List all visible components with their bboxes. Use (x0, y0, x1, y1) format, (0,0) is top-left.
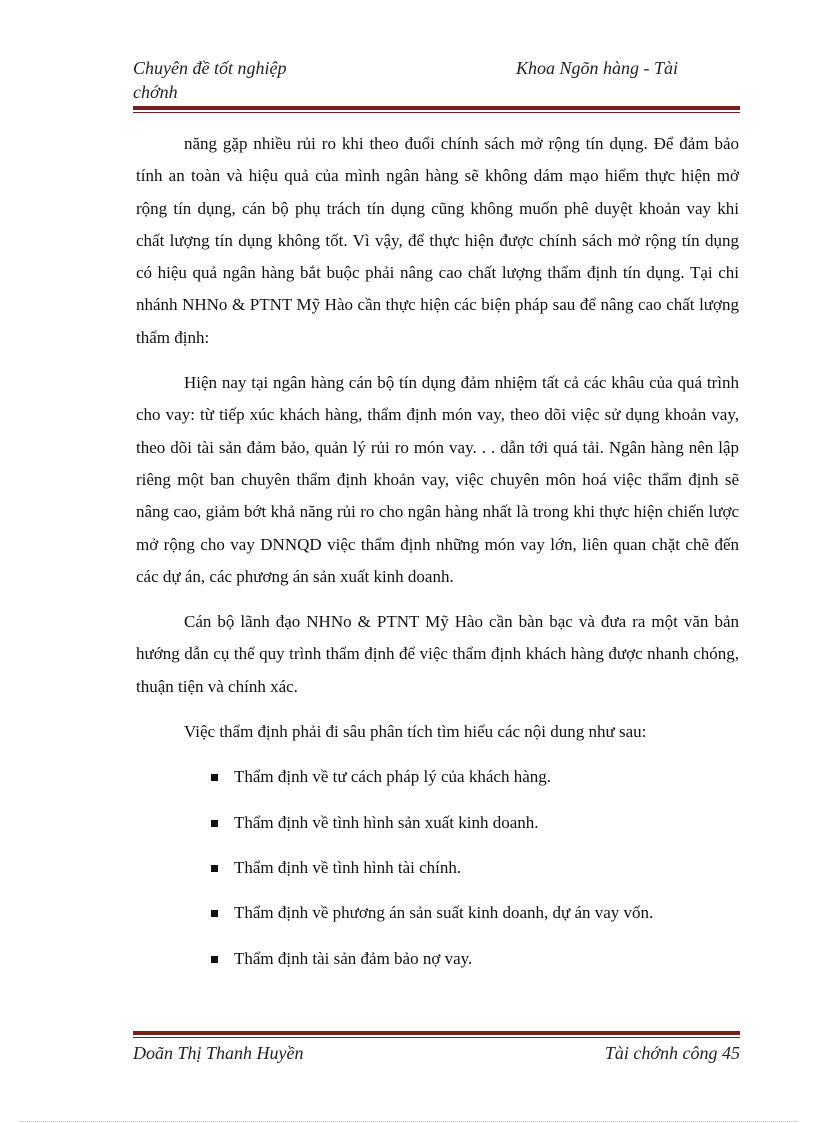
list-item-text: Thẩm định về tình hình sản xuất kinh doanh. (234, 812, 539, 832)
paragraph-4: Việc thẩm định phải đi sâu phân tích tìm hiểu các nội dung như sau: (184, 722, 647, 742)
header-right: Khoa Ngõn hàng - Tài (516, 58, 679, 78)
paragraph-3: Cán bộ lãnh đạo NHNo & PTNT Mỹ Hào cần bàn bạc và đưa ra một văn bản hướng dẫn cụ thể quy trình thẩm định để việc thẩm định khách hàng được nhanh chóng, thuận tiện và chính xác. (136, 612, 739, 696)
list-item-text: Thẩm định về tư cách pháp lý của khách hàng. (234, 767, 551, 787)
page-bottom-edge (20, 1121, 796, 1122)
list-item-text: Thẩm định tài sản đảm bảo nợ vay. (234, 948, 473, 968)
list-item (136, 761, 739, 793)
list-item (136, 943, 739, 975)
square-bullet-icon (211, 820, 218, 827)
bullet-list (136, 761, 739, 974)
list-item (136, 807, 739, 839)
footer-author: Doãn Thị Thanh Huyền (133, 1043, 304, 1063)
header-left: Chuyên đề tốt nghiệp chớnh (133, 58, 287, 102)
footer-rule (133, 1031, 740, 1038)
list-item-text: Thẩm định về phương án sản suất kinh doanh, dự án vay vốn. (234, 903, 654, 923)
page-body (136, 128, 739, 975)
square-bullet-icon (211, 865, 218, 872)
footer-page-label: Tài chớnh công 45 (604, 1043, 740, 1063)
paragraph-2: Hiện nay tại ngân hàng cán bộ tín dụng đảm nhiệm tất cả các khâu của quá trình cho vay: từ tiếp xúc khách hàng, thẩm định món vay, theo dõi việc sử dụng khoản vay, theo dõi tài sản đảm bảo, quản lý rủi ro món vay. . . dẫn tới quá tải. Ngân hàng nên lập riêng một ban chuyên thẩm định khoản vay, việc chuyên môn hoá việc thẩm định sẽ nâng cao, giảm bớt khả năng rủi ro cho ngân hàng nhất là trong khi thực hiện chiến lược mở rộng cho vay DNNQD việc thẩm định những món vay lớn, liên quan chặt chẽ đến các dự án, các phương án sản xuất kinh doanh. (136, 373, 739, 586)
square-bullet-icon (211, 910, 218, 917)
header-rule (133, 106, 740, 113)
list-item (136, 897, 739, 929)
paragraph-1: năng gặp nhiều rủi ro khi theo đuổi chính sách mở rộng tín dụng. Để đảm bảo tính an toàn và hiệu quả của mình ngân hàng sẽ không dám mạo hiểm thực hiện mở rộng tín dụng, cán bộ phụ trách tín dụng cũng không muốn phê duyệt khoản vay khi chất lượng tín dụng không tốt. Vì vậy, để thực hiện được chính sách mở rộng tín dụng có hiệu quả ngân hàng bắt buộc phải nâng cao chất lượng thẩm định tín dụng. Tại chi nhánh NHNo & PTNT Mỹ Hào cần thực hiện các biện pháp sau để nâng cao chất lượng thẩm định: (136, 134, 739, 347)
list-item-text: Thẩm định về tình hình tài chính. (234, 857, 462, 877)
square-bullet-icon (211, 956, 218, 963)
square-bullet-icon (211, 774, 218, 781)
list-item (136, 852, 739, 884)
